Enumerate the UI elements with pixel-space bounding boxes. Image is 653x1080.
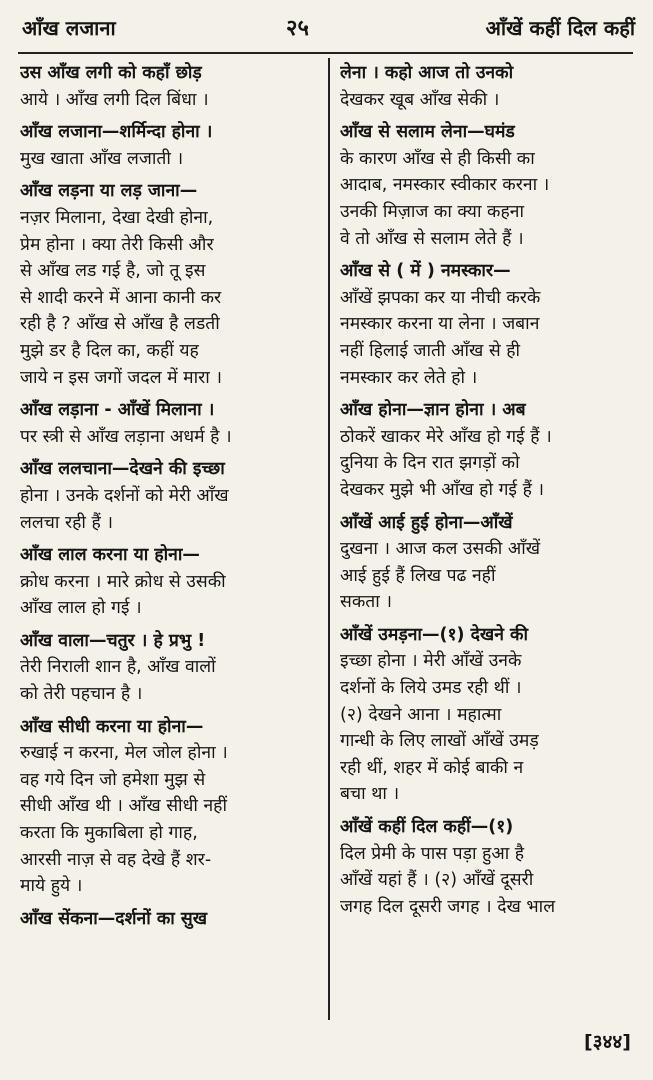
dictionary-entry [20,714,320,900]
entry-text-line: आई हुई हैं लिख पढ नहीं [340,565,496,586]
entry-headword-line: आँखें उमड़ना—(१) देखने की [340,624,529,645]
dictionary-entry [20,542,320,622]
dictionary-entry [20,119,320,172]
dictionary-entry [340,814,635,920]
entry-text-line: आदाब, नमस्कार स्वीकार करना । [340,175,550,196]
entry-headword-line: आँख सीधी करना या होना— [20,716,204,737]
entry-text-line: आँखें यहां हैं । (२) आँखें दूसरी [340,870,534,891]
entry-headword-line: आँख सेंकना—दर्शनों का सुख [20,908,208,929]
entry-headword-line: आँख लड़ना या लड़ जाना— [20,181,198,202]
entry-text-line: देखकर खूब आँख सेकी । [340,89,500,110]
entry-headword-line: आँखें आई हुई होना—आँखें [340,512,513,533]
entry-headword-line: आँख होना—ज्ञान होना । अब [340,400,526,421]
entry-text-line: जाये न इस जगों जदल में मारा । [20,367,223,388]
running-head-left: आँख लजाना [22,16,116,40]
entry-text-line: रही थीं, शहर में कोई बाकी न [340,757,524,778]
entry-headword-line: आँख लाल करना या होना— [20,545,200,566]
entry-text-line: तेरी निराली शान है, आँख वालों [20,657,216,678]
entry-text-line: से आँख लड गई है, जो तू इस [20,261,206,282]
entry-text-line: उनकी मिज़ाज का क्या कहना [340,201,525,222]
entry-headword-line: आँख लड़ाना - आँखें मिलाना । [20,400,215,421]
page-number: २५ [286,16,309,41]
dictionary-entry [340,60,635,113]
entry-text-line: जगह दिल दूसरी जगह । देख भाल [340,896,556,917]
entry-text-line: पर स्त्री से आँख लड़ाना अधर्म है । [20,426,232,447]
entry-text-line: आरसी नाज़ से वह देखे हैं शर- [20,849,212,870]
entry-headword-line: आँख से ( में ) नमस्कार— [340,261,511,282]
entry-text-line: नमस्कार कर लेते हो । [340,367,478,388]
dictionary-entry [340,510,635,616]
entry-text-line: वे तो आँख से सलाम लेते हैं । [340,228,524,249]
entry-text-line: ठोकरें खाकर मेरे आँख हो गई हैं । [340,426,552,447]
entry-text-line: वह गये दिन जो हमेशा मुझ से [20,769,206,790]
entry-text-line: (२) देखने आना । महात्मा [340,704,502,725]
entry-text-line: को तेरी पहचान है । [20,684,143,705]
entry-text-line: करता कि मुकाबिला हो गाह, [20,823,198,844]
entry-text-line: मुख खाता आँख लजाती । [20,148,184,169]
entry-text-line: गान्धी के लिए लाखों आँखें उमड़ [340,731,539,752]
page-header [0,0,653,50]
entry-headword-line: आँख से सलाम लेना—घमंड [340,122,515,143]
dictionary-entry [20,397,320,450]
entry-text-line: प्रेम होना । क्या तेरी किसी और [20,234,214,255]
entry-text-line: से शादी करने में आना कानी कर [20,287,222,308]
entry-text-line: दिल प्रेमी के पास पड़ा हुआ है [340,843,525,864]
entry-text-line: रुखाई न करना, मेल जोल होना । [20,743,228,764]
entry-headword-line: आँखें कहीं दिल कहीं—(१) [340,817,514,838]
entry-headword-line: आँख वाला—चतुर । हे प्रभु ! [20,630,206,651]
dictionary-entry [20,906,320,933]
entry-headword-line: उस आँख लगी को कहाँ छोड़ [20,63,202,83]
entry-text-line: के कारण आँख से ही किसी का [340,148,535,169]
dictionary-entry [340,622,635,808]
entry-headword-line: आँख ललचाना—देखने की इच्छा [20,459,225,480]
dictionary-entry [20,628,320,708]
entry-text-line: क्रोध करना । मारे क्रोध से उसकी [20,571,226,592]
entry-text-line: सीधी आँख थी । आँख सीधी नहीं [20,796,227,817]
running-head-right: आँखें कहीं दिल कहीं [485,16,635,40]
entry-text-line: बचा था । [340,784,400,805]
entry-text-line: नहीं हिलाई जाती आँख से ही [340,340,521,361]
entry-text-line: माये हुये । [20,876,83,897]
entry-text-line: आँख लाल हो गई । [20,598,142,619]
header-rule [18,52,633,54]
entry-text-line: ललचा रही हैं । [20,512,113,533]
dictionary-entry [20,60,320,113]
entry-text-line: देखकर मुझे भी आँख हो गई हैं । [340,479,545,500]
entry-text-line: दुखना । आज कल उसकी आँखें [340,539,541,560]
entry-headword-line: लेना । कहो आज तो उनको [340,63,514,83]
entry-text-line: रही है ? आँख से आँख है लडती [20,314,220,335]
page-code: [३४४] [583,1031,631,1053]
dictionary-entry [20,178,320,391]
entry-text-line: आये । आँख लगी दिल बिंधा । [20,89,209,110]
entry-text-line: दुनिया के दिन रात झगड़ों को [340,453,520,474]
column-divider [328,58,330,1020]
right-column [340,60,635,926]
entry-text-line: सकता । [340,592,392,613]
entry-text-line: होना । उनके दर्शनों को मेरी आँख [20,485,229,506]
entry-text-line: इच्छा होना । मेरी आँखें उनके [340,651,522,672]
dictionary-entry [20,456,320,536]
left-column [20,60,320,938]
entry-text-line: दर्शनों के लिये उमड रही थीं । [340,678,522,699]
dictionary-entry [340,258,635,391]
entry-text-line: नमस्कार करना या लेना । जबान [340,314,540,335]
entry-text-line: नज़र मिलाना, देखा देखी होना, [20,207,214,228]
entry-text-line: मुझे डर है दिल का, कहीं यह [20,340,199,361]
entry-text-line: आँखें झपका कर या नीची करके [340,287,541,308]
entry-headword-line: आँख लजाना—शर्मिन्दा होना । [20,122,213,143]
dictionary-entry [340,119,635,252]
dictionary-entry [340,397,635,503]
